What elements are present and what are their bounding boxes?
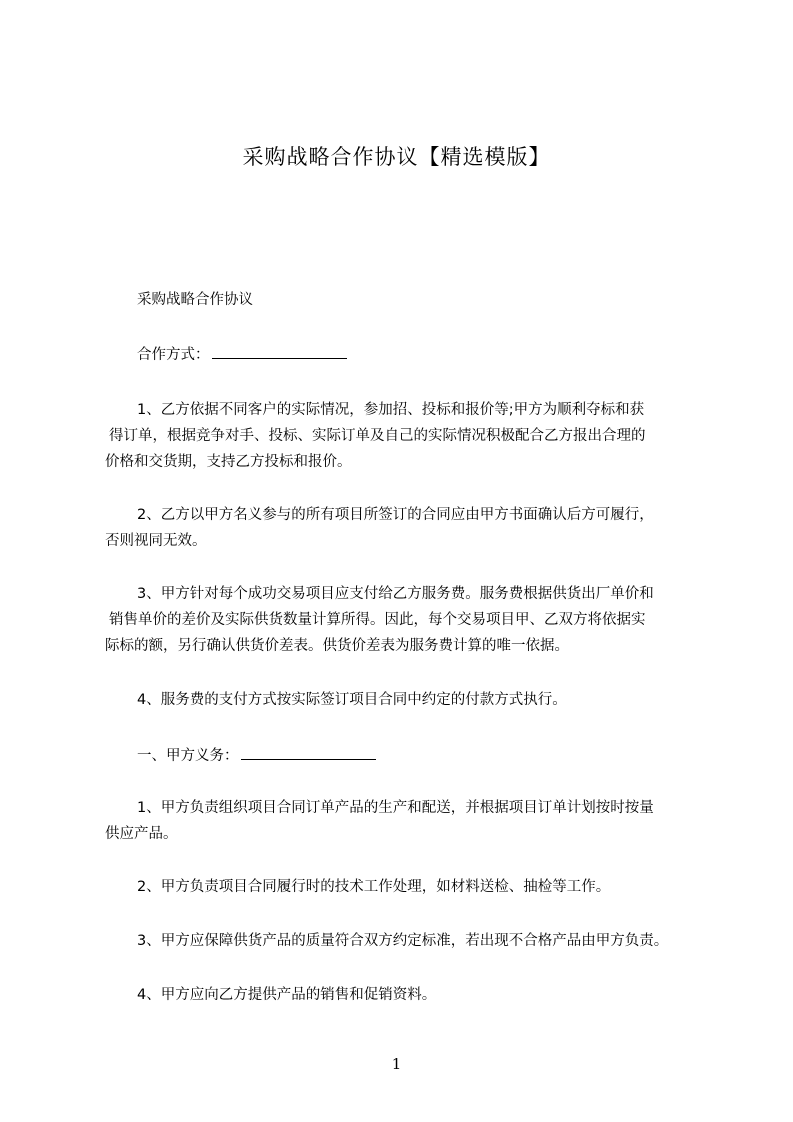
clause-1-line-2: 得订单，根据竞争对手、投标、实际订单及自己的实际情况积极配合乙方报出合理的 [109, 428, 646, 444]
clause-2-line-2: 否则视同无效。 [105, 533, 207, 549]
document-title: 采购战略合作协议【精选模版】 [242, 145, 551, 169]
duty-1-line-2: 供应产品。 [105, 826, 178, 842]
section-heading: 一、甲方义务： [137, 748, 239, 764]
clause-3-line-1: 3、甲方针对每个成功交易项目应支付给乙方服务费。服务费根据供货出厂单价和 [137, 586, 654, 602]
clause-4-line-1: 4、服务费的支付方式按实际签订项目合同中约定的付款方式执行。 [137, 692, 567, 708]
clause-2-line-1: 2、乙方以甲方名义参与的所有项目所签订的合同应由甲方书面确认后方可履行， [137, 507, 654, 523]
cooperation-label: 合作方式： [137, 347, 210, 363]
cooperation-method [137, 344, 347, 365]
duty-1-line-1: 1、甲方负责组织项目合同订单产品的生产和配送，并根据项目订单计划按时按量 [137, 800, 654, 816]
section-blank-field [241, 745, 376, 760]
page-number: 1 [391, 1055, 402, 1073]
duty-4-line-1: 4、甲方应向乙方提供产品的销售和促销资料。 [137, 987, 437, 1003]
duty-3-line-1: 3、甲方应保障供货产品的质量符合双方约定标准，若出现不合格产品由甲方负责。 [137, 933, 669, 949]
cooperation-blank-field [212, 344, 347, 359]
clause-3-line-3: 际标的额，另行确认供货价差表。供货价差表为服务费计算的唯一依据。 [105, 638, 569, 654]
clause-1-line-3: 价格和交货期，支持乙方投标和报价。 [105, 454, 352, 470]
section-party-a-duties [137, 745, 376, 766]
duty-2-line-1: 2、甲方负责项目合同履行时的技术工作处理，如材料送检、抽检等工作。 [137, 879, 611, 895]
document-subtitle: 采购战略合作协议 [137, 292, 253, 308]
clause-1-line-1: 1、乙方依据不同客户的实际情况，参加招、投标和报价等;甲方为顺利夺标和获 [137, 402, 645, 418]
clause-3-line-2: 销售单价的差价及实际供货数量计算所得。因此，每个交易项目甲、乙双方将依据实 [109, 612, 646, 628]
